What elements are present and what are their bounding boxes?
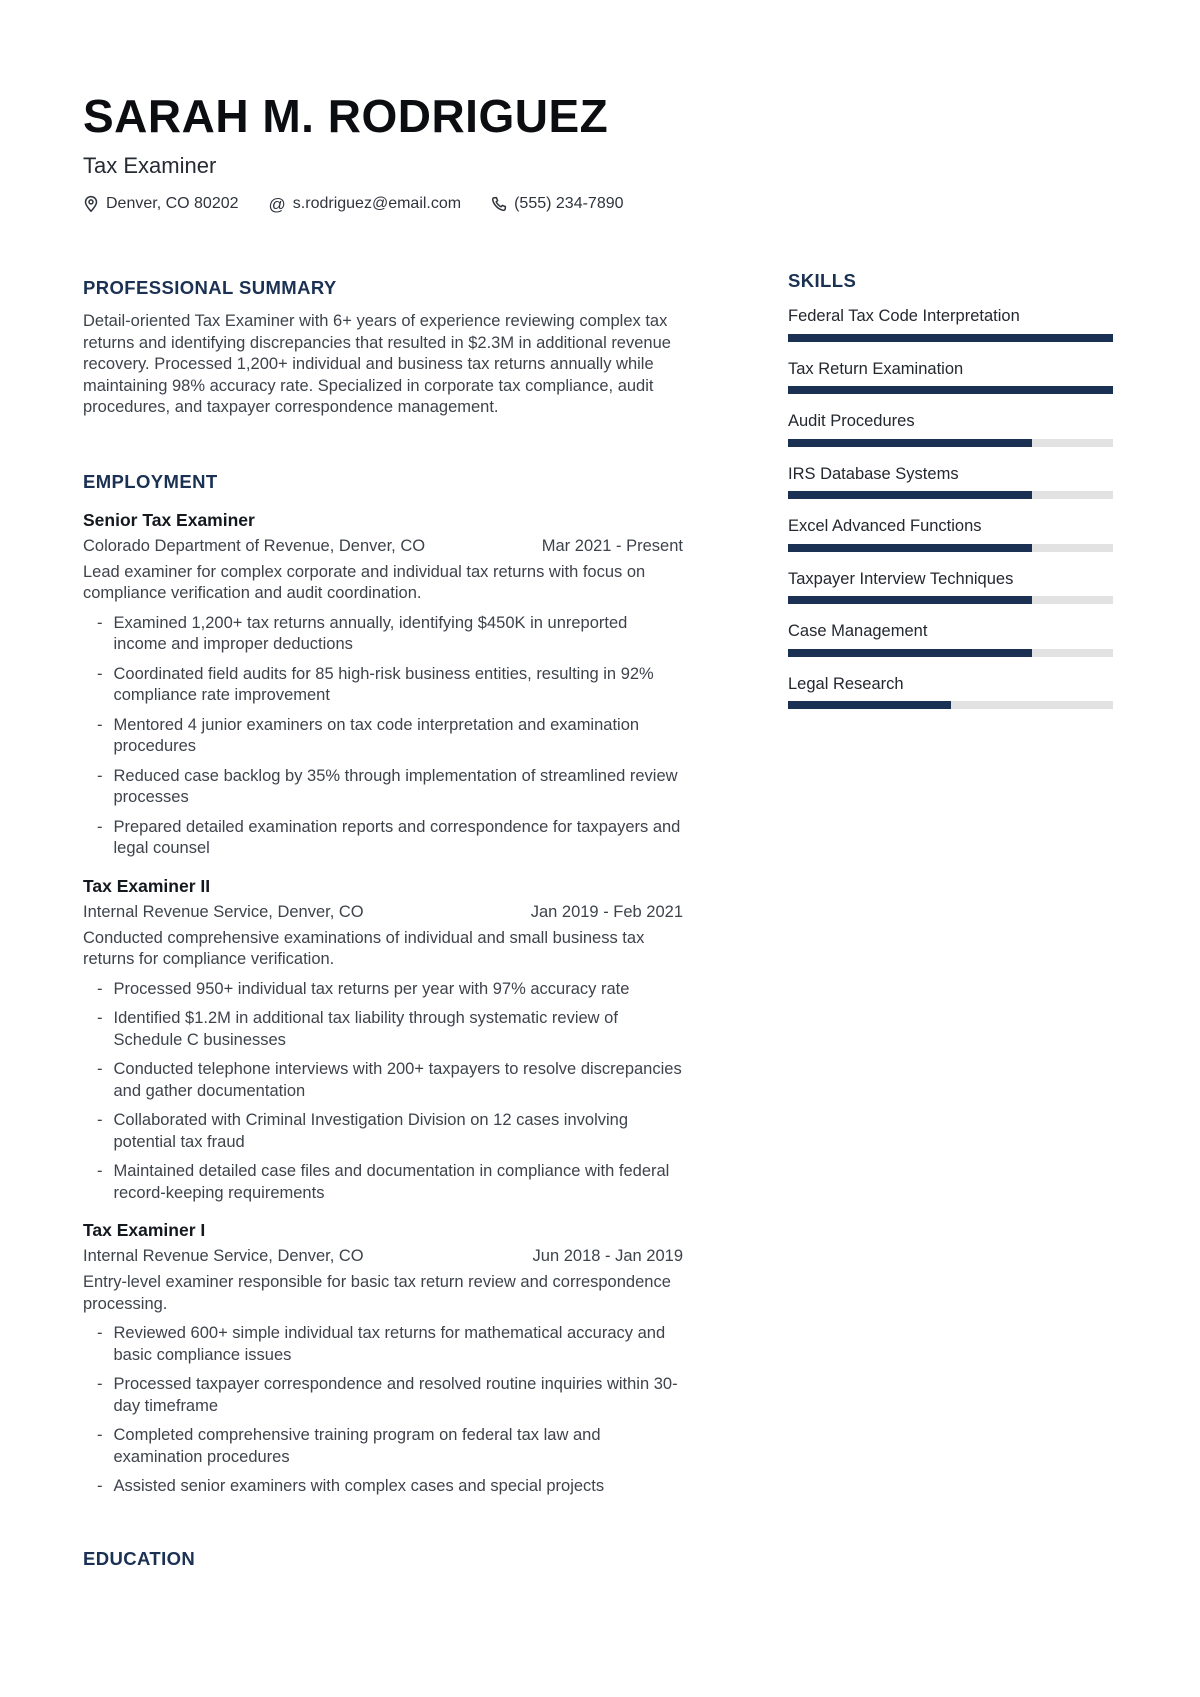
job-meta <box>83 537 683 556</box>
skill-bar-track <box>788 439 1113 447</box>
skills-heading: SKILLS <box>788 270 857 291</box>
bullet-dash: - <box>97 1060 103 1079</box>
bullet-dash: - <box>97 766 103 785</box>
bullet-dash: - <box>97 1426 103 1445</box>
skill-bar-track <box>788 649 1113 657</box>
skill-item <box>788 464 1113 500</box>
summary-heading: PROFESSIONAL SUMMARY <box>83 277 337 299</box>
bullet-dash: - <box>97 1375 103 1394</box>
at-icon: @ <box>268 194 286 214</box>
skill-label: Audit Procedures <box>788 412 915 430</box>
skill-label: Case Management <box>788 622 928 640</box>
main-column <box>83 0 683 1570</box>
skill-label: Excel Advanced Functions <box>788 517 982 535</box>
bullet-dash: - <box>97 817 103 836</box>
phone-text: (555) 234-7890 <box>514 195 624 213</box>
skill-bar-track <box>788 544 1113 552</box>
skill-item <box>788 359 1113 395</box>
skill-bar-fill <box>788 439 1032 447</box>
candidate-job-title: Tax Examiner <box>83 153 217 179</box>
skill-item <box>788 306 1113 342</box>
skill-bar-track <box>788 701 1113 709</box>
bullet-item <box>83 766 683 809</box>
bullet-item <box>83 715 683 758</box>
bullet-text: Examined 1,200+ tax returns annually, identifying $450K in unreported income and improper deductions <box>113 613 628 654</box>
skill-bar-track <box>788 334 1113 342</box>
professional-summary-section <box>83 277 683 419</box>
job-entry-tax-examiner-ii <box>83 876 683 1205</box>
skill-label: Federal Tax Code Interpretation <box>788 307 1020 325</box>
job-dates: Mar 2021 - Present <box>541 536 683 555</box>
job-description: Conducted comprehensive examinations of individual and small business tax returns for compliance verification. <box>83 928 645 969</box>
skills-list <box>788 306 1113 709</box>
contact-row <box>83 195 683 213</box>
bullet-text: Processed taxpayer correspondence and resolved routine inquiries within 30-day timeframe <box>113 1375 678 1415</box>
bullet-dash: - <box>97 715 103 734</box>
skill-bar-track <box>788 386 1113 394</box>
bullet-dash: - <box>97 1162 103 1181</box>
bullet-item <box>83 1008 683 1051</box>
bullet-text: Reviewed 600+ simple individual tax returns for mathematical accuracy and basic compliance issues <box>113 1324 666 1364</box>
bullet-text: Maintained detailed case files and documentation in compliance with federal record-keeping requirements <box>113 1162 670 1202</box>
skills-sidebar <box>788 270 1113 726</box>
bullet-text: Processed 950+ individual tax returns per year with 97% accuracy rate <box>113 979 630 998</box>
summary-text: Detail-oriented Tax Examiner with 6+ years of experience reviewing complex tax returns and identifying discrepancies that resulted in $2.3M in additional revenue recovery. Processed 1,200+ individual and business tax returns annually while maintaining 98% accuracy rate. Specialized in corporate tax compliance, audit procedures, and taxpayer correspondence management. <box>83 312 671 417</box>
skill-item <box>788 569 1113 605</box>
skill-item <box>788 674 1113 710</box>
bullet-text: Reduced case backlog by 35% through implementation of streamlined review processes <box>113 766 678 807</box>
email-text: s.rodriguez@email.com <box>292 195 462 213</box>
bullet-dash: - <box>97 664 103 683</box>
bullet-item <box>83 1323 683 1366</box>
skill-bar-track <box>788 491 1113 499</box>
skill-item <box>788 516 1113 552</box>
skill-item <box>788 411 1113 447</box>
bullet-item <box>83 1425 683 1468</box>
bullet-item <box>83 664 683 707</box>
bullet-item <box>83 979 683 1001</box>
job-title: Senior Tax Examiner <box>83 509 255 530</box>
bullet-item <box>83 1059 683 1102</box>
bullet-dash: - <box>97 1009 103 1028</box>
bullet-text: Completed comprehensive training program on federal tax law and examination procedures <box>113 1426 601 1466</box>
education-heading: EDUCATION <box>83 1547 196 1569</box>
skill-item <box>788 621 1113 657</box>
bullet-item <box>83 1476 683 1498</box>
bullet-item <box>83 817 683 860</box>
job-bullet-list <box>83 613 683 860</box>
bullet-item <box>83 1374 683 1417</box>
job-bullet-list <box>83 979 683 1205</box>
bullet-item <box>83 613 683 656</box>
bullet-text: Prepared detailed examination reports and correspondence for taxpayers and legal counsel <box>113 817 681 858</box>
skill-label: Taxpayer Interview Techniques <box>788 569 1014 588</box>
bullet-text: Conducted telephone interviews with 200+ taxpayers to resolve discrepancies and gather documentation <box>113 1060 682 1100</box>
bullet-item <box>83 1110 683 1153</box>
job-company: Colorado Department of Revenue, Denver, CO <box>83 536 426 555</box>
skill-label: Legal Research <box>788 674 904 693</box>
skill-bar-fill <box>788 491 1032 499</box>
bullet-text: Collaborated with Criminal Investigation Division on 12 cases involving potential tax fraud <box>113 1111 629 1151</box>
skill-bar-fill <box>788 596 1032 604</box>
job-bullet-list <box>83 1323 683 1498</box>
job-entry-tax-examiner-i <box>83 1220 683 1498</box>
skill-bar-fill <box>788 386 1113 394</box>
bullet-text: Assisted senior examiners with complex cases and special projects <box>113 1477 605 1496</box>
bullet-item <box>83 1161 683 1204</box>
job-dates: Jun 2018 - Jan 2019 <box>532 1247 683 1266</box>
job-description: Lead examiner for complex corporate and individual tax returns with focus on compliance verification and audit coordination. <box>83 562 646 603</box>
candidate-name: SARAH M. RODRIGUEZ <box>83 90 609 142</box>
location-pin-icon <box>83 195 99 213</box>
job-title: Tax Examiner II <box>83 875 211 896</box>
skill-label: Tax Return Examination <box>788 359 964 378</box>
bullet-text: Coordinated field audits for 85 high-risk business entities, resulting in 92% compliance rate improvement <box>113 664 654 705</box>
bullet-dash: - <box>97 1111 103 1130</box>
location-text: Denver, CO 80202 <box>106 195 239 213</box>
skill-bar-fill <box>788 701 951 709</box>
contact-location <box>83 195 239 213</box>
job-company: Internal Revenue Service, Denver, CO <box>83 902 364 921</box>
skill-bar-fill <box>788 334 1113 342</box>
bullet-dash: - <box>97 979 103 998</box>
education-section <box>83 1548 683 1570</box>
skill-bar-fill <box>788 544 1032 552</box>
bullet-text: Identified $1.2M in additional tax liability through systematic review of Schedule C businesses <box>113 1009 618 1049</box>
job-entry-senior-tax-examiner <box>83 510 683 860</box>
bullet-dash: - <box>97 1324 103 1343</box>
skill-bar-fill <box>788 649 1032 657</box>
job-title: Tax Examiner I <box>83 1220 206 1241</box>
job-meta <box>83 1247 683 1266</box>
bullet-dash: - <box>97 1477 103 1496</box>
skill-label: IRS Database Systems <box>788 464 959 483</box>
job-company: Internal Revenue Service, Denver, CO <box>83 1247 364 1266</box>
employment-section <box>83 471 683 1498</box>
phone-icon <box>491 196 507 212</box>
job-meta <box>83 903 683 922</box>
bullet-dash: - <box>97 613 103 632</box>
employment-heading: EMPLOYMENT <box>83 470 218 492</box>
job-description: Entry-level examiner responsible for basic tax return review and correspondence processing. <box>83 1273 671 1313</box>
bullet-text: Mentored 4 junior examiners on tax code interpretation and examination procedures <box>113 715 640 756</box>
skill-bar-track <box>788 596 1113 604</box>
contact-email <box>269 195 462 213</box>
job-dates: Jan 2019 - Feb 2021 <box>530 902 683 921</box>
contact-phone <box>491 195 623 213</box>
